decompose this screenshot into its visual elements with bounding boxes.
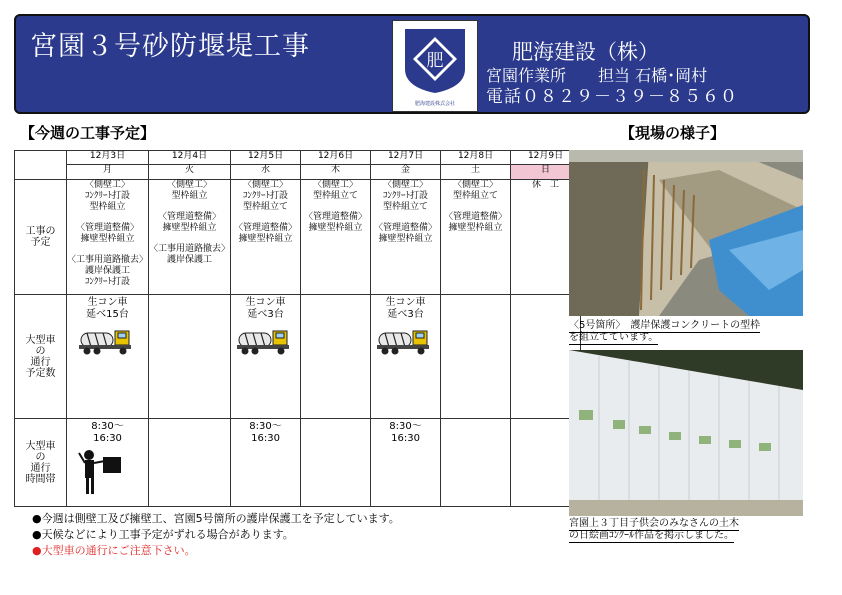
work-row-label: 工事の 予定 bbox=[15, 180, 67, 295]
cell-text: 〈管理道整備〉 bbox=[76, 223, 140, 233]
date-cell: 12月4日 bbox=[149, 151, 231, 165]
cell-text: 〈管理道整備〉 bbox=[158, 212, 222, 222]
artwork-fence-photo-icon bbox=[569, 350, 803, 516]
cell-text: 生コン車 bbox=[87, 297, 128, 308]
cell-text: 擁壁型枠組立 bbox=[378, 234, 433, 244]
cell-text: 8:30～ bbox=[91, 421, 124, 432]
photo-caption-2b: の日絵画ｺﾝｸｰﾙ作品を掲示しました。 bbox=[569, 530, 734, 541]
weekday-cell: 月 bbox=[67, 165, 149, 180]
cell-text: 延べ3台 bbox=[387, 309, 424, 320]
cell-text: 〈側壁工〉 bbox=[383, 180, 429, 190]
schedule-table bbox=[14, 150, 581, 507]
trucks-row-label: 大型車 の 通行 予定数 bbox=[15, 295, 67, 419]
cell-text: 8:30～ bbox=[389, 421, 422, 432]
date-row bbox=[15, 151, 581, 165]
concrete-mixer-truck-icon bbox=[77, 325, 139, 355]
site-photo-1 bbox=[569, 150, 803, 316]
flagman-icon bbox=[75, 447, 125, 495]
cell-text: 生コン車 bbox=[385, 297, 426, 308]
weekday-cell: 水 bbox=[231, 165, 301, 180]
cell-text: 〈側壁工〉 bbox=[85, 180, 131, 190]
cell-text: 〈側壁工〉 bbox=[313, 180, 359, 190]
phone-number: 電話０８２９－３９－８５６０ bbox=[486, 87, 738, 107]
cell-text: 擁壁型枠組立 bbox=[162, 223, 217, 233]
cell-text: 〈側壁工〉 bbox=[167, 180, 213, 190]
trucks-cell bbox=[67, 295, 149, 419]
cell-text: 延べ3台 bbox=[247, 309, 284, 320]
concrete-mixer-truck-icon bbox=[375, 325, 437, 355]
cell-text: 型枠組立て bbox=[243, 202, 289, 212]
site-heading: 【現場の様子】 bbox=[620, 124, 726, 142]
corner-cell bbox=[15, 151, 67, 180]
hours-cell bbox=[149, 419, 231, 507]
cell-text: 16:30 bbox=[93, 433, 122, 444]
construction-site-photo-icon bbox=[569, 150, 803, 316]
hours-cell bbox=[301, 419, 371, 507]
cell-text bbox=[441, 202, 510, 212]
cell-text: 護岸保護工 bbox=[85, 266, 131, 276]
note-2: ●天候などにより工事予定がずれる場合があります。 bbox=[32, 528, 294, 541]
cell-text: 8:30～ bbox=[249, 421, 282, 432]
cell-text bbox=[67, 213, 148, 223]
cell-text: 擁壁型枠組立 bbox=[238, 234, 293, 244]
company-logo bbox=[392, 20, 478, 112]
weekday-cell: 木 bbox=[301, 165, 371, 180]
weekday-cell-sunday: 日 bbox=[511, 165, 581, 180]
hours-cell bbox=[231, 419, 301, 507]
hours-cell bbox=[441, 419, 511, 507]
weekday-row bbox=[15, 165, 581, 180]
work-cell bbox=[301, 180, 371, 295]
cell-text: 〈管理道整備〉 bbox=[304, 212, 368, 222]
cell-text: ｺﾝｸﾘｰﾄ打設 bbox=[383, 191, 429, 201]
cell-text: 擁壁型枠組立 bbox=[80, 234, 135, 244]
hours-row-label: 大型車 の 通行 時間帯 bbox=[15, 419, 67, 507]
date-cell: 12月9日 bbox=[511, 151, 581, 165]
hours-cell bbox=[67, 419, 149, 507]
work-cell bbox=[231, 180, 301, 295]
cell-text: 型枠組立て bbox=[313, 191, 359, 201]
note-1: ●今週は側壁工及び擁壁工、宮園5号箇所の護岸保護工を予定しています。 bbox=[32, 512, 400, 525]
photo-caption-1a: 〈5号箇所〉 護岸保護コンクリートの型枠 bbox=[569, 320, 761, 331]
trucks-row bbox=[15, 295, 581, 419]
cell-text: 型枠組立 bbox=[171, 191, 208, 201]
cell-text: 16:30 bbox=[391, 433, 420, 444]
site-photo-2 bbox=[569, 350, 803, 516]
cell-text bbox=[149, 234, 230, 244]
note-3-warning: ●大型車の通行にご注意下さい。 bbox=[32, 544, 196, 557]
cell-text: 〈管理道整備〉 bbox=[374, 223, 438, 233]
concrete-mixer-truck-icon bbox=[235, 325, 297, 355]
cell-text: 護岸保護工 bbox=[167, 255, 213, 265]
schedule-heading: 【今週の工事予定】 bbox=[20, 124, 156, 142]
cell-text bbox=[67, 245, 148, 255]
photo-caption-2a: 宮園上３丁目子供会のみなさんの土木 bbox=[569, 518, 739, 529]
cell-text bbox=[301, 202, 370, 212]
cell-text: 〈管理道整備〉 bbox=[234, 223, 298, 233]
trucks-cell bbox=[149, 295, 231, 419]
logo-caption: 肥海建設株式会社 bbox=[414, 101, 455, 107]
photo-caption-1b: を組立てています。 bbox=[569, 332, 659, 343]
logo-char: 肥 bbox=[426, 51, 444, 71]
weekday-cell: 土 bbox=[441, 165, 511, 180]
cell-text: ｺﾝｸﾘｰﾄ打設 bbox=[85, 277, 131, 287]
cell-text: ｺﾝｸﾘｰﾄ打設 bbox=[85, 191, 131, 201]
page-title: 宮園３号砂防堰堤工事 bbox=[30, 31, 310, 62]
work-cell bbox=[67, 180, 149, 295]
trucks-cell bbox=[301, 295, 371, 419]
hours-cell bbox=[371, 419, 441, 507]
date-cell: 12月6日 bbox=[301, 151, 371, 165]
cell-text: 休 工 bbox=[532, 180, 560, 190]
company-name: 肥海建設（株） bbox=[512, 40, 659, 64]
work-cell bbox=[149, 180, 231, 295]
work-row bbox=[15, 180, 581, 295]
cell-text: 型枠組立て bbox=[453, 191, 499, 201]
trucks-cell bbox=[231, 295, 301, 419]
work-cell bbox=[441, 180, 511, 295]
cell-text bbox=[231, 213, 300, 223]
cell-text: 擁壁型枠組立 bbox=[308, 223, 363, 233]
cell-text bbox=[149, 202, 230, 212]
weekday-cell: 金 bbox=[371, 165, 441, 180]
cell-text: 延べ15台 bbox=[86, 309, 129, 320]
cell-text: 〈工事用道路撤去〉 bbox=[67, 255, 149, 265]
cell-text: 型枠組立て bbox=[383, 202, 429, 212]
trucks-cell bbox=[441, 295, 511, 419]
header-banner bbox=[14, 14, 810, 114]
cell-text: 〈側壁工〉 bbox=[453, 180, 499, 190]
date-cell: 12月3日 bbox=[67, 151, 149, 165]
cell-text: ｺﾝｸﾘｰﾄ打設 bbox=[243, 191, 289, 201]
logo-emblem-icon bbox=[393, 21, 477, 97]
cell-text: 擁壁型枠組立 bbox=[448, 223, 503, 233]
cell-text: 〈工事用道路撤去〉 bbox=[149, 244, 231, 254]
date-cell: 12月7日 bbox=[371, 151, 441, 165]
work-cell bbox=[371, 180, 441, 295]
weekday-cell: 火 bbox=[149, 165, 231, 180]
cell-text: 〈管理道整備〉 bbox=[444, 212, 508, 222]
cell-text: 16:30 bbox=[251, 433, 280, 444]
trucks-cell bbox=[371, 295, 441, 419]
cell-text: 生コン車 bbox=[245, 297, 286, 308]
cell-text: 〈側壁工〉 bbox=[243, 180, 289, 190]
date-cell: 12月5日 bbox=[231, 151, 301, 165]
cell-text bbox=[371, 213, 440, 223]
office-contact: 宮園作業所 担当 石橋･岡村 bbox=[486, 66, 708, 85]
date-cell: 12月8日 bbox=[441, 151, 511, 165]
cell-text: 型枠組立 bbox=[89, 202, 126, 212]
hours-row bbox=[15, 419, 581, 507]
